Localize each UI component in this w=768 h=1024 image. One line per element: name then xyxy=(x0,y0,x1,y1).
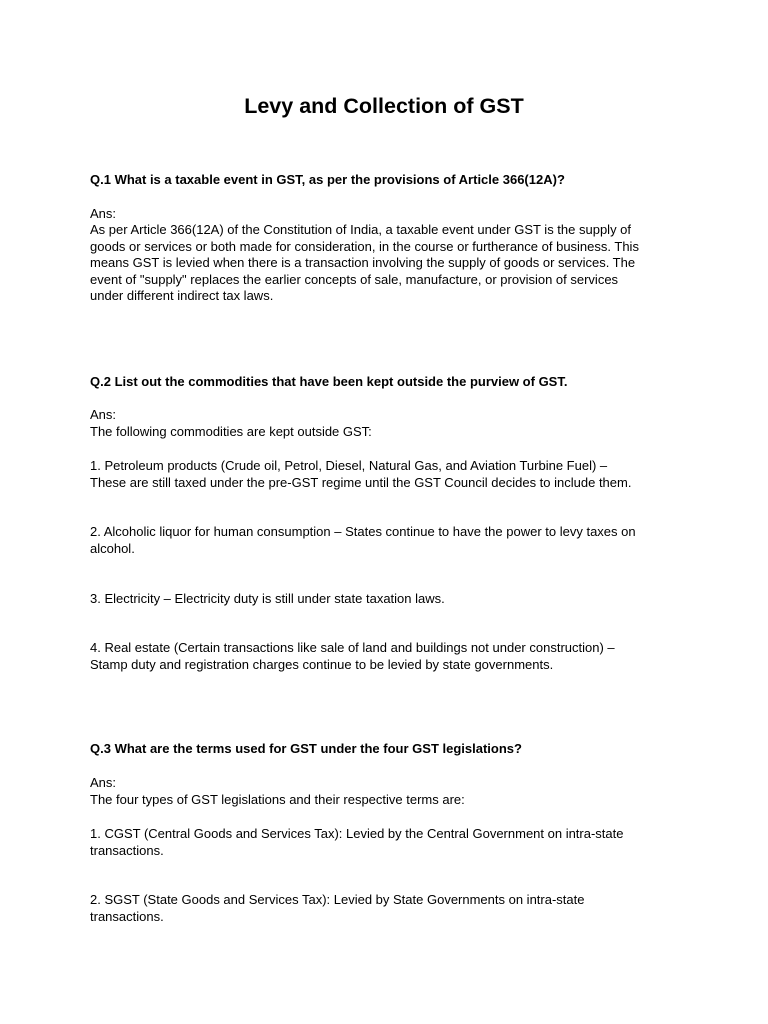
answer-3-intro: The four types of GST legislations and their respective terms are: xyxy=(90,792,465,807)
question-2: Q.2 List out the commodities that have been kept outside the purview of GST. xyxy=(90,374,568,389)
text-line: 1. CGST (Central Goods and Services Tax): Levied by the Central Government on intra-state xyxy=(90,826,624,841)
answer-label-3: Ans: xyxy=(90,775,117,790)
text-line: Stamp duty and registration charges continue to be levied by state governments. xyxy=(90,656,554,672)
text-line: 2. Alcoholic liquor for human consumption – States continue to have the power to levy taxes on xyxy=(90,524,636,539)
commodity-item-1 xyxy=(90,458,690,491)
text-line: 4. Real estate (Certain transactions like sale of land and buildings not under construction) – xyxy=(90,640,615,655)
commodity-item-3 xyxy=(90,591,690,608)
text-line: alcohol. xyxy=(90,540,135,556)
text-line: These are still taxed under the pre-GST regime until the GST Council decides to include them. xyxy=(90,474,632,490)
text-line: 1. Petroleum products (Crude oil, Petrol, Diesel, Natural Gas, and Aviation Turbine Fuel) – xyxy=(90,458,608,473)
commodity-item-4 xyxy=(90,640,690,673)
text-line: 2. SGST (State Goods and Services Tax): Levied by State Governments on intra-state xyxy=(90,892,585,907)
text-line: 3. Electricity – Electricity duty is still under state taxation laws. xyxy=(90,591,445,606)
text-line: under different indirect tax laws. xyxy=(90,288,274,303)
document-title: Levy and Collection of GST xyxy=(244,94,524,118)
answer-label-1: Ans: xyxy=(90,206,117,221)
text-line: transactions. xyxy=(90,908,164,924)
text-line: event of "supply" replaces the earlier concepts of sale, manufacture, or provision of services xyxy=(90,271,619,287)
legislation-item-2 xyxy=(90,892,690,925)
text-line: transactions. xyxy=(90,842,164,858)
text-line: As per Article 366(12A) of the Constitution of India, a taxable event under GST is the supply of xyxy=(90,222,632,237)
text-line: means GST is levied when there is a transaction involving the supply of goods or services. The xyxy=(90,255,636,270)
question-3: Q.3 What are the terms used for GST under the four GST legislations? xyxy=(90,741,522,756)
answer-1-text xyxy=(90,222,690,305)
text-line: goods or services or both made for consideration, in the course or furtherance of business. This xyxy=(90,238,639,254)
answer-2-intro: The following commodities are kept outside GST: xyxy=(90,424,372,439)
commodity-item-2 xyxy=(90,524,690,557)
legislation-item-1 xyxy=(90,826,690,859)
question-1: Q.1 What is a taxable event in GST, as per the provisions of Article 366(12A)? xyxy=(90,172,565,187)
answer-label-2: Ans: xyxy=(90,407,117,422)
